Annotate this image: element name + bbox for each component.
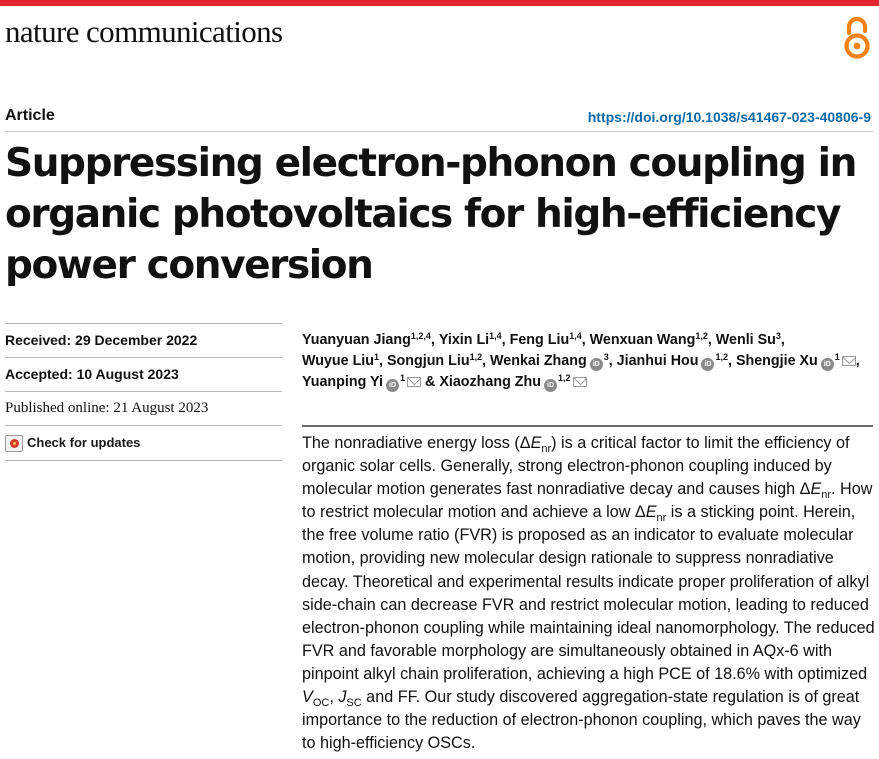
doi-link[interactable]: https://doi.org/10.1038/s41467-023-40806-9 xyxy=(587,109,871,125)
author-separator: , xyxy=(728,353,736,369)
abstract xyxy=(302,432,876,755)
author-name-text: Yuanyuan Jiang xyxy=(302,332,411,348)
affiliation-marker: 1,2 xyxy=(715,352,728,362)
accepted-date: Accepted: 10 August 2023 xyxy=(5,366,179,382)
author-name-text: Shengjie Xu xyxy=(735,353,818,369)
open-access-icon[interactable] xyxy=(842,16,872,60)
author-separator: , xyxy=(501,332,510,348)
published-date: Published online: 21 August 2023 xyxy=(5,400,209,416)
abstract-divider xyxy=(302,425,873,427)
author-name[interactable] xyxy=(387,353,490,369)
abstract-text: The nonradiative energy loss $(\Delta E_{nr})$ is a critical factor to limit the efficiency of organic solar cells. Generally, strong electron-phonon coupling induced by molecular motion generates fast nonradiative decay and causes high $\Delta E_{nr}$. How to restrict molecular motion and achieve a low $\Delta E_{nr}$ is a sticking point. Herein, the free volume ratio (FVR) is proposed as an indicator to evaluate molecular motion, providing new molecular design rationale to suppress nonradiative decay. Theoretical and experimental results indicate proper proliferation of alkyl side-chain can decrease FVR and restrict molecular motion, leading to reduced electron-phonon coupling while maintaining ideal nanomorphology. The reduced FVR and favorable morphology are simultaneously obtained in AQx-6 with pinpoint alkyl chain proliferation, achieving a high PCE of 18.6% with optimized $V_{OC}$, $J_{SC}$ and FF. Our study discovered aggregation-state regulation is of great importance to the reduction of electron-phonon coupling, which paves the way to high-efficiency OSCs. xyxy=(302,434,875,753)
author-separator: , xyxy=(707,332,716,348)
affiliation-marker: 1,2 xyxy=(558,373,571,383)
check-for-updates-button[interactable] xyxy=(5,426,282,460)
author-name-text: Yuanping Yi xyxy=(302,374,384,390)
author-name[interactable] xyxy=(302,353,387,369)
author-separator: , xyxy=(855,353,860,369)
email-icon[interactable] xyxy=(842,356,856,366)
journal-name: nature communications xyxy=(5,14,283,49)
author-name-text: Wenli Su xyxy=(715,332,776,348)
affiliation-marker: 1 xyxy=(834,352,840,362)
author-name[interactable] xyxy=(302,374,439,390)
author-name-text: Yixin Li xyxy=(438,332,490,348)
orcid-icon[interactable]: iD xyxy=(386,379,399,392)
author-separator: , xyxy=(430,332,439,348)
affiliation-marker: 1,4 xyxy=(569,331,582,341)
author-name[interactable] xyxy=(736,353,860,369)
author-name-text: Xiaozhang Zhu xyxy=(439,374,541,390)
affiliation-marker: 3 xyxy=(775,331,781,341)
author-name[interactable] xyxy=(439,332,510,348)
affiliation-marker: 1,2 xyxy=(695,331,708,341)
check-for-updates-label: Check for updates xyxy=(27,435,141,450)
affiliation-marker: 1,4 xyxy=(489,331,502,341)
author-separator: , xyxy=(780,332,785,348)
author-separator: , xyxy=(581,332,590,348)
author-name[interactable] xyxy=(302,332,439,348)
author-name[interactable] xyxy=(490,353,617,369)
author-name-text: Feng Liu xyxy=(509,332,570,348)
author-name[interactable] xyxy=(439,374,586,390)
author-separator: , xyxy=(608,353,617,369)
author-name-text: Wuyue Liu xyxy=(302,353,375,369)
divider xyxy=(5,460,282,461)
affiliation-marker: 1 xyxy=(400,373,406,383)
affiliation-marker: 1,2 xyxy=(469,352,483,362)
affiliation-marker: 3 xyxy=(603,352,609,362)
author-name-text: Songjun Liu xyxy=(386,353,470,369)
orcid-icon[interactable]: iD xyxy=(701,358,714,371)
author-separator: & xyxy=(421,374,440,390)
author-name[interactable] xyxy=(590,332,716,348)
received-date: Received: 29 December 2022 xyxy=(5,332,198,348)
author-name-text: Wenkai Zhang xyxy=(490,353,587,369)
affiliation-marker: 1 xyxy=(374,352,380,362)
article-dates-panel xyxy=(5,323,282,461)
article-title: Suppressing electron-phonon coupling in organic photovoltaics for high-efficiency power conversion xyxy=(5,141,856,288)
email-icon[interactable] xyxy=(573,377,587,387)
author-name-text: Wenxuan Wang xyxy=(589,332,696,348)
top-accent-bar xyxy=(0,0,879,6)
author-name[interactable] xyxy=(617,353,736,369)
affiliation-marker: 1,2,4 xyxy=(410,331,431,341)
header-divider xyxy=(5,131,873,132)
author-name-text: Jianhui Hou xyxy=(616,353,699,369)
orcid-icon[interactable]: iD xyxy=(590,358,603,371)
author-separator: , xyxy=(482,353,491,369)
author-separator: , xyxy=(379,353,387,369)
author-list xyxy=(302,330,877,393)
author-name[interactable] xyxy=(510,332,590,348)
article-type: Article xyxy=(5,107,55,124)
crossmark-icon xyxy=(5,435,23,452)
email-icon[interactable] xyxy=(407,377,421,387)
orcid-icon[interactable]: iD xyxy=(544,379,557,392)
author-name[interactable] xyxy=(716,332,785,348)
orcid-icon[interactable]: iD xyxy=(821,358,834,371)
